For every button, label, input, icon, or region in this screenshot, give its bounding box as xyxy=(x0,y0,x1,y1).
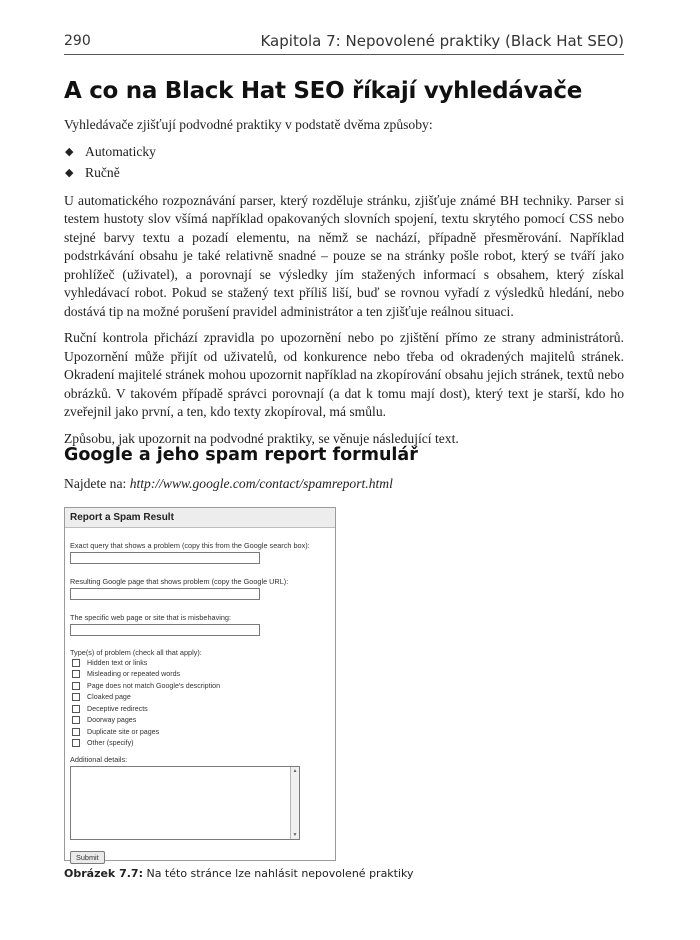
page-header xyxy=(64,30,624,55)
method-list xyxy=(64,143,624,183)
page-title: A co na Black Hat SEO říkají vyhledávače xyxy=(64,78,583,104)
google-url-label: Resulting Google page that shows problem (copy the Google URL): xyxy=(70,577,289,586)
intro-paragraph: Vyhledávače zjišťují podvodné praktiky v podstatě dvěma způsoby: xyxy=(64,117,433,132)
form-title: Report a Spam Result xyxy=(65,508,335,528)
diamond-bullet-icon: ◆ xyxy=(65,167,74,179)
site-input[interactable] xyxy=(70,624,260,636)
query-label: Exact query that shows a problem (copy this from the Google search box): xyxy=(70,541,310,550)
paragraph-automatic: U automatického rozpoznávání parser, který rozděluje stránku, zjišťuje známé BH techniky. Parser si testem hustoty slov všímá například opakovaných slovních spojení, textu skrytého pomocí CSS nebo stejné barvy textu a pozadí elementu, na němž se nachází, případně přesměrování. Například podstrkávání obsahu je také relativně snadné – pouze se na stránky pošle robot, který se tváří jako prohlížeč (uživatel), a porovnají se výsledky jím stažených informací s obsahem, který získal vyhledávací robot. Pokud se stažený text příliš liší, buď se rovnou vyřadí z výsledků hledání, nebo dostává tip na možné porušení pravidel administrátor a ten zjišťuje reálnou situaci. xyxy=(64,192,624,319)
checkbox[interactable] xyxy=(72,739,80,747)
problem-option[interactable]: Other (specify) xyxy=(70,738,330,750)
scrollbar[interactable] xyxy=(290,767,299,839)
problem-option[interactable]: Misleading or repeated words xyxy=(70,669,330,681)
problem-option[interactable]: Hidden text or links xyxy=(70,657,330,669)
problem-option[interactable]: Cloaked page xyxy=(70,692,330,704)
paragraph-transition: Způsobu, jak upozornit na podvodné praktiky, se věnuje následující text. xyxy=(64,430,459,446)
spam-report-url[interactable]: http://www.google.com/contact/spamreport.html xyxy=(129,476,393,491)
main-content xyxy=(64,116,624,456)
checkbox[interactable] xyxy=(72,682,80,690)
checkbox[interactable] xyxy=(72,705,80,713)
details-textarea[interactable] xyxy=(70,766,300,840)
scroll-down-icon[interactable]: ▼ xyxy=(292,832,298,838)
checkbox[interactable] xyxy=(72,670,80,678)
list-item: ◆ Automaticky xyxy=(64,143,624,162)
caption-text: Na této stránce lze nahlásit nepovolené praktiky xyxy=(142,867,414,880)
chapter-title: Kapitola 7: Nepovolené praktiky (Black Hat SEO) xyxy=(260,32,624,50)
figure-caption xyxy=(64,867,414,880)
paragraph-manual: Ruční kontrola přichází zpravidla po upozornění nebo po zjištění přímo ze strany administrátorů. Upozornění může přijít od uživatelů, od konkurence nebo třeba od okradených majitelů stránek. Okradení majitelé stránek mohou upozornit například na zkopírování obsahu jejich stránek, textů nebo obrázků. V takovém případě správci porovnají (a dat k tomu mají dost), který text je starší, kdo ho zveřejnil jako první, a ten, kdo texty zkopíroval, má smůlu. xyxy=(64,330,624,419)
section-heading: Google a jeho spam report formulář xyxy=(64,445,418,465)
problem-option[interactable]: Doorway pages xyxy=(70,715,330,727)
spam-report-form-figure xyxy=(64,507,336,861)
checkbox[interactable] xyxy=(72,716,80,724)
list-item: ◆ Ručně xyxy=(64,164,624,183)
checkbox[interactable] xyxy=(72,659,80,667)
site-label: The specific web page or site that is misbehaving: xyxy=(70,613,232,622)
problem-type-label: Type(s) of problem (check all that apply): xyxy=(70,648,202,657)
problem-option[interactable]: Page does not match Google's description xyxy=(70,680,330,692)
details-label: Additional details: xyxy=(70,755,128,764)
find-prefix: Najdete na: xyxy=(64,476,130,491)
page-number: 290 xyxy=(64,33,91,49)
problem-option[interactable]: Duplicate site or pages xyxy=(70,726,330,738)
query-input[interactable] xyxy=(70,552,260,564)
checkbox[interactable] xyxy=(72,728,80,736)
submit-button[interactable]: Submit xyxy=(70,851,105,864)
checkbox[interactable] xyxy=(72,693,80,701)
google-url-input[interactable] xyxy=(70,588,260,600)
scroll-up-icon[interactable]: ▲ xyxy=(292,768,298,774)
problem-option[interactable]: Deceptive redirects xyxy=(70,703,330,715)
diamond-bullet-icon: ◆ xyxy=(65,145,74,158)
find-line xyxy=(64,476,393,492)
caption-label: Obrázek 7.7: xyxy=(64,867,143,880)
